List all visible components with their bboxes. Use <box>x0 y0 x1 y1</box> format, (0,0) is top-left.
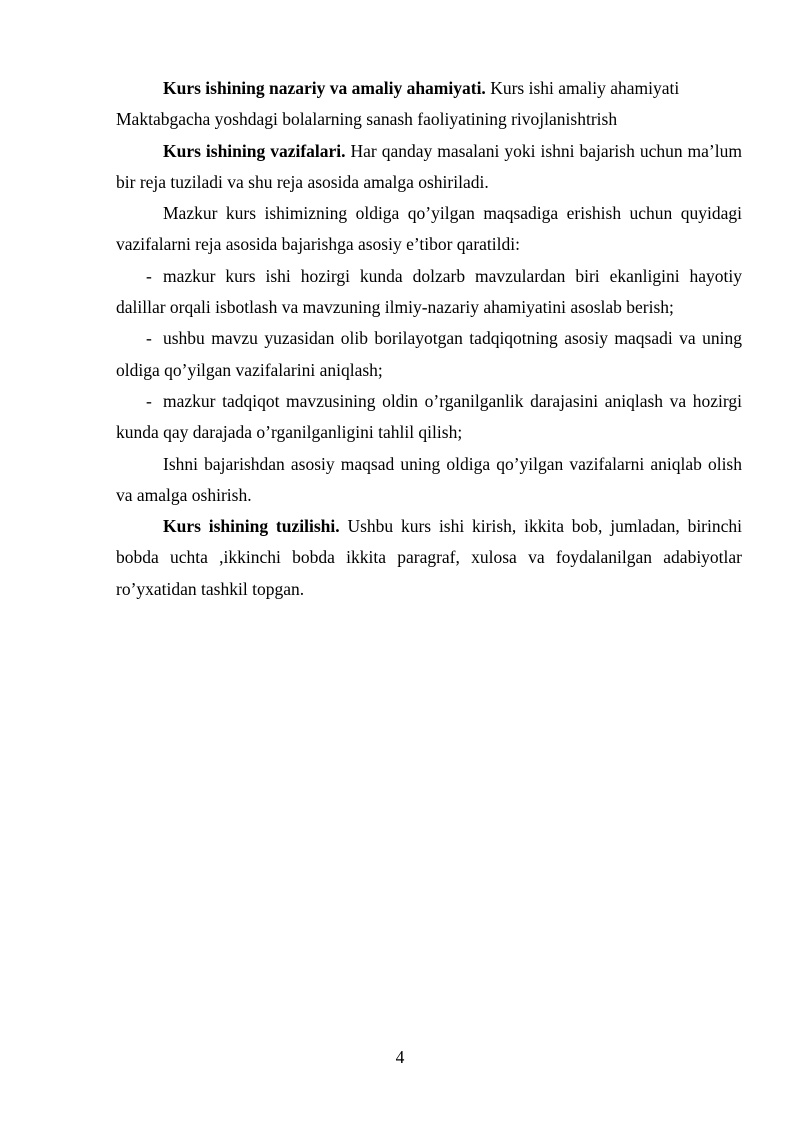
text-tasks: Har qanday masalani yoki ishni bajarish uchun ma’lum bir reja tuziladi va shu reja asosida amalga oshiriladi. <box>116 140 742 192</box>
document-body <box>116 73 742 605</box>
paragraph-tasks <box>116 136 742 199</box>
heading-structure: Kurs ishining tuzilishi. <box>163 516 340 537</box>
text-main-goal: Ishni bajarishdan asosiy maqsad uning oldiga qo’yilgan vazifalarni aniqlab olish va amalga oshirish. <box>116 453 742 505</box>
paragraph-goals <box>116 198 742 261</box>
list-dash: - <box>146 265 152 286</box>
list-item <box>116 323 742 386</box>
heading-significance: Kurs ishining nazariy va amaliy ahamiyati. <box>163 78 486 98</box>
list-item-text: mazkur tadqiqot mavzusining oldin o’rganilganlik darajasini aniqlash va hozirgi kunda qay darajada o’rganilganligini tahlil qilish; <box>116 390 742 443</box>
list-item <box>116 261 742 324</box>
text-significance: Kurs ishi amaliy ahamiyati Maktabgacha yoshdagi bolalarning sanash faoliyatining rivojlanishtrish <box>116 78 680 130</box>
text-structure: Ushbu kurs ishi kirish, ikkita bob, jumladan, birinchi bobda uchta ,ikkinchi bobda ikkita paragraf, xulosa va foydalanilgan adabiyotlar ro’yxatidan tashkil topgan. <box>116 516 743 599</box>
list-dash: - <box>146 328 152 349</box>
list-item-text: ushbu mavzu yuzasidan olib borilayotgan tadqiqotning asosiy maqsadi va uning oldiga qo’yilgan vazifalarini aniqlash; <box>116 328 742 380</box>
text-goals: Mazkur kurs ishimizning oldiga qo’yilgan maqsadiga erishish uchun quyidagi vazifalarni reja asosida bajarishga asosiy e’tibor qaratildi: <box>116 203 742 255</box>
heading-tasks: Kurs ishining vazifalari. <box>163 140 346 161</box>
list-item <box>116 386 742 449</box>
paragraph-structure <box>116 511 742 605</box>
list-item-text: mazkur kurs ishi hozirgi kunda dolzarb mavzulardan biri ekanligini hayotiy dalillar orqali isbotlash va mavzuning ilmiy-nazariy ahamiyatini asoslab berish; <box>116 265 742 318</box>
list-dash: - <box>146 390 152 411</box>
page-number: 4 <box>395 1047 405 1067</box>
paragraph-significance <box>116 73 742 136</box>
paragraph-main-goal <box>116 449 742 512</box>
